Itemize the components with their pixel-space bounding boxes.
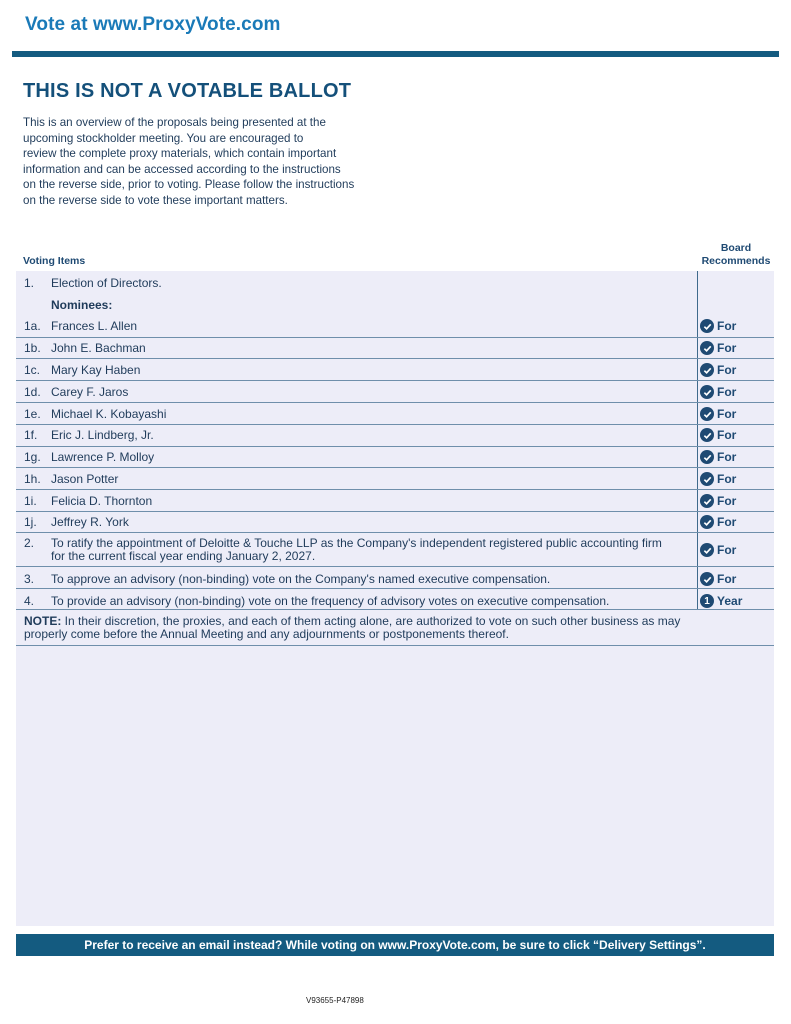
nominee-number: 1d. [24,385,41,399]
recommendation [700,572,736,586]
nominee-number: 1i. [24,494,37,508]
recommendation [700,428,736,442]
nominee-number: 1a. [24,319,41,333]
intro-line: upcoming stockholder meeting. You are encouraged to [23,131,304,145]
delivery-settings-banner [16,934,774,956]
intro-paragraph [23,115,393,208]
item-number: 4. [24,594,35,608]
item-text: To provide an advisory (non-binding) vote on the frequency of advisory votes on executive compensation. [51,594,610,608]
nominee-number: 1g. [24,450,41,464]
nominees-label: Nominees: [51,298,113,312]
note-label: NOTE: [24,614,62,628]
intro-line: review the complete proxy materials, which contain important [23,147,337,160]
nominee-number: 1j. [24,515,37,529]
recommendation [700,494,736,508]
recommendation [700,407,736,421]
recommendation-text: For [717,572,737,586]
row-divider [16,446,774,447]
check-circle-icon [700,543,714,557]
recommendation [700,363,736,377]
check-circle-icon [700,450,714,464]
board-header-line1: Board [720,242,752,254]
nominee-name: John E. Bachman [51,341,146,355]
check-circle-icon [700,407,714,421]
recommendation [700,594,742,608]
column-divider [697,271,698,609]
nominee-name: Eric J. Lindberg, Jr. [51,428,154,442]
document-code: V93655-P47898 [306,996,364,1005]
check-circle-icon [700,472,714,486]
row-divider [16,337,774,338]
nominee-number: 1b. [24,341,41,355]
recommendation-text: For [717,407,737,421]
nominee-name: Lawrence P. Molloy [51,450,155,464]
row-divider [16,402,774,403]
row-divider [16,532,774,533]
row-divider [16,588,774,589]
recommendation-text: For [717,319,737,333]
row-divider [16,467,774,468]
intro-line: information and can be accessed according to the instructions [23,162,341,176]
recommendation-text: For [717,428,737,442]
nominee-name: Frances L. Allen [51,319,138,333]
item-number: 1. [24,276,35,290]
recommendation [700,385,736,399]
row-divider [16,358,774,359]
note-text-line2: properly come before the Annual Meeting and any adjournments or postponements thereof. [24,627,509,641]
nominee-name: Mary Kay Haben [51,363,141,377]
item-text: Election of Directors. [51,276,162,290]
recommendation-text: For [717,472,737,486]
check-circle-icon [700,515,714,529]
nominee-name: Jason Potter [51,472,119,486]
nominee-number: 1f. [24,428,38,442]
recommendation [700,472,736,486]
item-text: To approve an advisory (non-binding) vote on the Company's named executive compensation. [51,572,551,586]
recommendation [700,543,736,557]
row-divider [16,609,774,610]
header-rule [12,51,779,57]
check-circle-icon [700,341,714,355]
delivery-settings-text: Prefer to receive an email instead? While voting on www.ProxyVote.com, be sure to click “Delivery Settings”. [84,938,706,952]
item-number: 3. [24,572,35,586]
number-one-badge-icon: 1 [700,594,714,608]
check-circle-icon [700,319,714,333]
recommendation [700,450,736,464]
board-header-line2: Recommends [701,255,771,267]
intro-line: on the reverse side, prior to voting. Please follow the instructions [23,178,355,191]
recommendation-text: For [717,542,737,557]
recommendation-text: For [717,385,737,399]
nominee-name: Carey F. Jaros [51,385,129,399]
recommendation-text: For [717,450,737,464]
row-divider [16,511,774,512]
note-text-line1: In their discretion, the proxies, and each of them acting alone, are authorized to vote on such other business as may [61,614,681,628]
row-divider [16,489,774,490]
recommendation [700,341,736,355]
item-text-line1: To ratify the appointment of Deloitte & Touche LLP as the Company's independent registered public accounting firm [51,536,662,550]
recommendation-text: For [717,494,737,508]
row-divider [16,645,774,646]
recommendation [700,515,736,529]
recommendation [700,319,736,333]
row-divider [16,566,774,567]
intro-line: This is an overview of the proposals being presented at the [23,116,326,129]
recommendation-text: Year [717,594,743,608]
item-text-line2: for the current fiscal year ending January 2, 2027. [51,549,316,563]
nominee-number: 1c. [24,363,41,377]
check-circle-icon [700,428,714,442]
check-circle-icon [700,572,714,586]
nominee-number: 1e. [24,407,41,421]
board-recommends-header [696,242,776,268]
row-divider [16,380,774,381]
intro-line: on the reverse side to vote these important matters. [23,193,288,207]
nominee-name: Felicia D. Thornton [51,494,153,508]
voting-items-header: Voting Items [23,255,86,267]
recommendation-text: For [717,363,737,377]
nominee-name: Jeffrey R. York [51,515,129,529]
recommendation-text: For [717,341,737,355]
row-divider [16,424,774,425]
nominee-number: 1h. [24,472,41,486]
check-circle-icon [700,494,714,508]
recommendation-text: For [717,515,737,529]
item-number: 2. [24,536,35,550]
proxyvote-link[interactable]: Vote at www.ProxyVote.com [25,14,281,35]
check-circle-icon [700,363,714,377]
page-title: THIS IS NOT A VOTABLE BALLOT [23,80,352,102]
check-circle-icon [700,385,714,399]
nominee-name: Michael K. Kobayashi [51,407,167,421]
